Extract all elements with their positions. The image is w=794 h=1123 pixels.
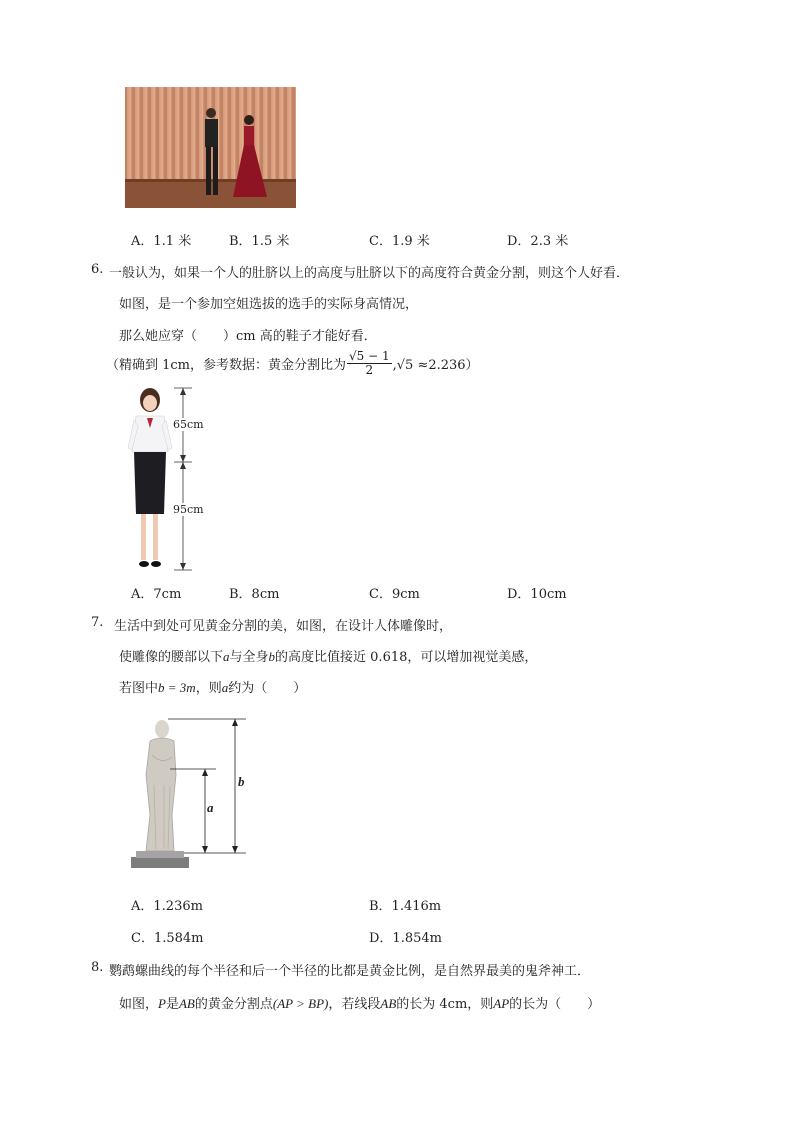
q5-option-b[interactable]: B．1.5 米: [229, 234, 290, 249]
lower-height-label: 95cm: [173, 503, 204, 516]
variable-a-2: a: [221, 680, 229, 695]
q7-option-b[interactable]: B．1.416m: [369, 899, 442, 914]
q8-line2-part5: 的长为 4cm，则: [396, 997, 494, 1012]
golden-ratio-fraction: [347, 350, 392, 377]
q5-option-c[interactable]: C．1.9 米: [369, 234, 430, 249]
q7-line3-part1: 若图中: [119, 681, 159, 696]
q7-line2-part1: 使雕像的腰部以下: [119, 650, 224, 665]
q8-line2-part6: 的长为（ ）: [509, 997, 601, 1012]
fraction-denominator: 2: [365, 363, 374, 377]
condition: (AP > BP): [272, 996, 329, 1011]
q8-line1: 鹦鹉螺曲线的每个半径和后一个半径的比都是黄金比例，是自然界最美的鬼斧神工．: [109, 964, 591, 979]
q6-note-suffix: ,√5 ≈2.236）: [392, 358, 479, 373]
stage-photo: [125, 87, 296, 208]
q7-line1: 生活中到处可见黄金分割的美，如图，在设计人体雕像时，: [114, 619, 453, 634]
q7-line3-part3: 约为（ ）: [228, 681, 307, 696]
q7-number: 7.: [91, 615, 104, 630]
q6-line3: 那么她应穿（ ）cm 高的鞋子才能好看．: [119, 329, 377, 344]
upper-height-label: 65cm: [173, 418, 204, 431]
q8-line2-part1: 如图，: [119, 997, 159, 1012]
candidate-figure: [122, 386, 212, 574]
q7-equation: b = 3m: [158, 680, 196, 695]
segment-ab: AB: [178, 996, 195, 1011]
q7-line2-part2: 与全身: [229, 650, 269, 665]
figure-label-b: b: [238, 774, 245, 789]
q8-line2: [119, 993, 600, 1012]
q5-option-a[interactable]: A．1.1 米: [131, 234, 192, 249]
q6-number: 6.: [91, 262, 104, 277]
q6-option-a[interactable]: A．7cm: [131, 587, 182, 602]
q7-line3-part2: ，则: [195, 681, 222, 696]
q6-note-prefix: （精确到 1cm，参考数据：黄金分割比为: [106, 358, 347, 373]
q6-line2: 如图，是一个参加空姐选拔的选手的实际身高情况，: [119, 297, 419, 312]
q6-option-d[interactable]: D．10cm: [507, 587, 567, 602]
segment-ap: AP: [493, 996, 510, 1011]
segment-ab-2: AB: [380, 996, 397, 1011]
q7-line3: [119, 677, 306, 696]
q6-option-b[interactable]: B．8cm: [229, 587, 280, 602]
q6-option-c[interactable]: C．9cm: [369, 587, 420, 602]
statue-figure: [128, 715, 253, 870]
q6-line1: 一般认为，如果一个人的肚脐以上的高度与肚脐以下的高度符合黄金分割，则这个人好看．: [109, 266, 630, 281]
q7-line2-part3: 的高度比值接近 0.618，可以增加视觉美感，: [275, 650, 538, 665]
q7-option-d[interactable]: D．1.854m: [369, 931, 442, 946]
fraction-numerator: √5 − 1: [349, 349, 390, 363]
q8-line2-part3: 的黄金分割点: [194, 997, 273, 1012]
point-p: P: [158, 996, 166, 1011]
q7-option-a[interactable]: A．1.236m: [131, 899, 203, 914]
q6-note: [106, 350, 479, 377]
figure-label-a: a: [207, 800, 214, 815]
q8-number: 8.: [91, 960, 104, 975]
q7-line2: [119, 646, 537, 665]
q5-option-d[interactable]: D．2.3 米: [507, 234, 569, 249]
q8-line2-part4: ，若线段: [328, 997, 381, 1012]
variable-b: b: [268, 649, 276, 664]
q8-line2-part2: 是: [165, 997, 179, 1012]
variable-a: a: [223, 649, 230, 664]
q7-option-c[interactable]: C．1.584m: [131, 931, 204, 946]
